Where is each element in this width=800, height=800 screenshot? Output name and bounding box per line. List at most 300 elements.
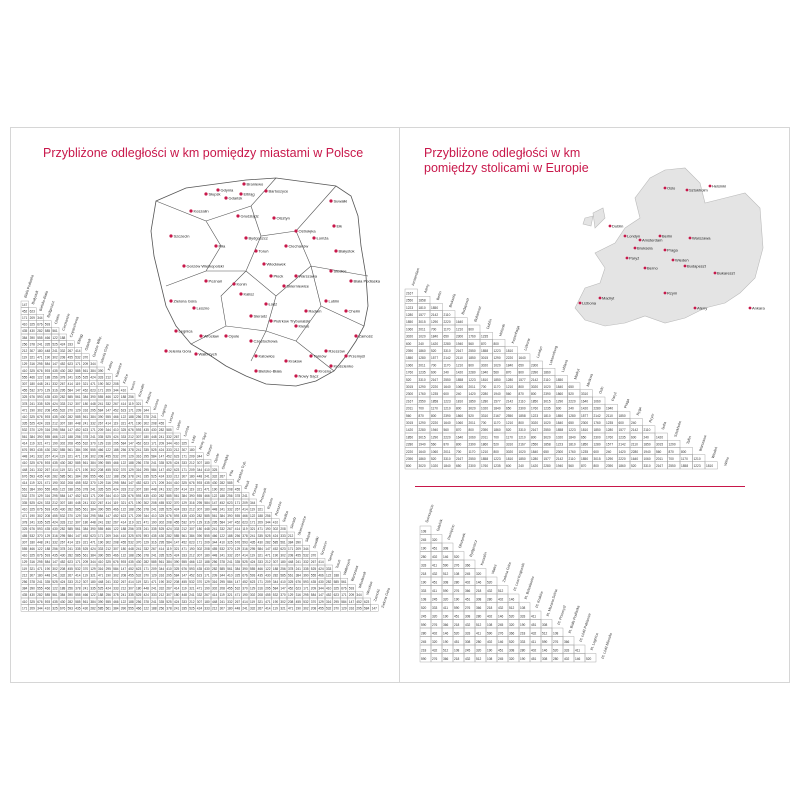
table-cell: 3020: [543, 435, 551, 440]
table-cell: 584: [272, 586, 279, 591]
table-cell: 241: [151, 553, 157, 558]
table-cell: 335: [143, 448, 149, 452]
table-cell: 448: [212, 553, 218, 558]
table-cell: 800: [493, 341, 499, 346]
table-cell: 208: [98, 467, 104, 472]
table-cell: 676: [37, 415, 43, 419]
table-cell: 344: [212, 540, 218, 545]
table-cell: 410: [204, 467, 210, 472]
table-row: [405, 289, 418, 296]
table-cell: 333: [44, 500, 51, 505]
table-cell: 245: [498, 657, 504, 662]
table-cell: 333: [421, 563, 427, 568]
table-cell: 532: [22, 428, 28, 433]
table-cell: 1020: [518, 449, 526, 454]
table-cell: 1290: [431, 320, 439, 325]
table-cell: 308: [465, 614, 471, 619]
table-header-label: Bruksela: [448, 293, 457, 308]
table-cell: 325: [22, 527, 28, 532]
table-cell: 452: [60, 362, 66, 367]
table-cell: 414: [75, 573, 81, 578]
table-cell: 466: [136, 606, 142, 611]
table-cell: 466: [82, 593, 89, 598]
table-row: [21, 308, 36, 315]
table-cell: 593: [44, 553, 51, 558]
table-cell: 410: [22, 415, 28, 419]
table-cell: 593: [303, 580, 309, 584]
table-cell: 129: [288, 593, 294, 598]
table-cell: 370: [227, 547, 233, 551]
table-cell: 390: [98, 507, 104, 512]
table-cell: 1420: [531, 464, 539, 469]
table-cell: 593: [120, 560, 127, 565]
table-cell: 2142: [431, 313, 439, 317]
table-cell: 212: [105, 375, 111, 380]
table-cell: 171: [341, 593, 347, 598]
poland-distances-title: Przybliżone odległości w km pomiędzy miastami w Polsce: [43, 146, 364, 160]
table-cell: 190: [242, 593, 248, 598]
table-cell: 452: [356, 599, 362, 604]
table-cell: 600: [593, 449, 599, 454]
table-cell: 555: [22, 547, 28, 551]
table-header-label: Legnica: [160, 403, 168, 418]
table-cell: 122: [60, 434, 66, 439]
table-cell: 2011: [406, 406, 413, 411]
table-cell: 295: [143, 454, 149, 459]
table-cell: 335: [151, 527, 157, 532]
table-cell: 471: [181, 547, 187, 551]
table-cell: 424: [90, 547, 96, 551]
table-cell: 1940: [431, 428, 439, 433]
table-cell: 455: [75, 441, 81, 446]
table-cell: 3015: [543, 399, 551, 404]
table-cell: 209: [257, 520, 263, 525]
city-label: Legnica: [178, 328, 193, 334]
table-cell: 370: [189, 520, 195, 525]
table-cell: 2011: [468, 385, 476, 389]
table-cell: 332: [37, 467, 43, 472]
city-label: Sieradz: [253, 313, 268, 319]
table-cell: 676: [37, 322, 43, 327]
table-cell: 561: [280, 540, 286, 545]
table-cell: 344: [303, 547, 309, 551]
table-cell: 1858: [418, 298, 426, 303]
table-cell: 590: [443, 563, 449, 568]
table-cell: 378: [143, 599, 149, 604]
table-cell: 1850: [556, 377, 564, 382]
table-cell: 212: [189, 553, 195, 558]
table-cell: 414: [22, 441, 28, 446]
table-cell: 471: [265, 553, 271, 558]
table-cell: 452: [113, 514, 119, 518]
table-cell: 555: [90, 448, 96, 452]
table-cell: 584: [44, 362, 51, 367]
city-label: Toruń: [258, 248, 269, 254]
table-cell: 1223: [568, 428, 576, 433]
table-cell: 410: [166, 566, 172, 571]
table-cell: 267: [174, 434, 180, 439]
table-header-label: Warszawa: [350, 565, 360, 583]
table-row: [420, 535, 442, 544]
table-cell: 378: [29, 580, 35, 584]
table-cell: 282: [265, 540, 271, 545]
table-cell: 241: [44, 540, 51, 545]
table-cell: 212: [120, 586, 127, 591]
table-row: [405, 311, 455, 318]
table-cell: 129: [234, 547, 241, 551]
table-cell: 623: [29, 309, 35, 314]
table-cell: 414: [158, 547, 165, 551]
table-cell: 623: [364, 599, 370, 604]
table-cell: 208: [113, 540, 119, 545]
table-cell: 448: [22, 454, 28, 459]
table-row: [21, 301, 29, 308]
table-row: [405, 318, 468, 325]
table-cell: 1858: [518, 413, 526, 418]
table-cell: 212: [67, 401, 73, 406]
table-cell: 332: [250, 606, 256, 611]
table-cell: 3020: [468, 406, 476, 411]
table-cell: 208: [67, 441, 73, 446]
table-cell: 295: [356, 606, 362, 611]
table-cell: 171: [204, 573, 210, 578]
table-cell: 1577: [418, 313, 426, 317]
table-cell: 332: [227, 507, 233, 512]
table-cell: 180: [82, 520, 89, 525]
table-header-label: Luksemburg: [548, 345, 559, 366]
table-cell: 1858: [481, 349, 489, 353]
table-cell: 455: [52, 408, 58, 413]
table-cell: 119: [22, 355, 28, 360]
table-cell: 1640: [443, 421, 451, 425]
table-row: [21, 360, 97, 367]
table-cell: 512: [498, 589, 504, 594]
table-cell: 435: [37, 474, 43, 479]
table-cell: 384: [90, 461, 96, 466]
table-cell: 623: [242, 520, 248, 525]
table-cell: 424: [105, 586, 111, 591]
capital-label: Amsterdam: [642, 237, 663, 243]
table-cell: 432: [487, 589, 493, 594]
table-row: [21, 400, 143, 407]
separator-line: [415, 486, 745, 487]
table-cell: 1810: [456, 399, 464, 404]
table-header-label: Toruń: [335, 559, 342, 569]
table-cell: 190: [82, 454, 89, 459]
table-cell: 108: [487, 657, 493, 662]
table-cell: 188: [257, 514, 263, 518]
table-cell: 623: [82, 428, 89, 433]
table-cell: 332: [113, 580, 119, 584]
table-cell: 335: [128, 593, 134, 598]
table-cell: 1840: [443, 464, 451, 469]
table-cell: 333: [67, 580, 73, 584]
table-cell: 623: [67, 362, 73, 367]
table-cell: 321: [257, 553, 263, 558]
table-cell: 600: [443, 392, 449, 397]
table-cell: 471: [257, 527, 263, 532]
table-cell: 119: [113, 421, 119, 426]
table-cell: 451: [454, 614, 460, 619]
table-cell: 122: [196, 560, 203, 565]
table-cell: 256: [128, 395, 134, 400]
table-cell: 122: [37, 375, 43, 380]
table-cell: 188: [128, 507, 134, 512]
table-cell: 241: [29, 454, 35, 459]
table-cell: 390: [189, 494, 195, 499]
table-cell: 384: [295, 573, 301, 578]
table-cell: 1860: [618, 464, 626, 469]
table-cell: 1020: [418, 334, 426, 339]
table-cell: 370: [136, 540, 142, 545]
table-cell: 410: [113, 428, 119, 433]
table-cell: 390: [242, 566, 248, 571]
table-cell: 561: [67, 448, 73, 452]
table-cell: 240: [568, 406, 574, 411]
table-cell: 333: [280, 533, 286, 538]
capital-marker: [609, 225, 612, 228]
city-marker: [334, 249, 337, 252]
table-cell: 1858: [543, 442, 551, 447]
table-cell: 2300: [556, 449, 564, 454]
table-cell: 525: [136, 593, 142, 598]
table-cell: 146: [476, 580, 482, 585]
table-cell: 241: [250, 533, 256, 538]
table-cell: 307: [75, 401, 81, 406]
table-row: [420, 586, 508, 595]
table-cell: 302: [280, 599, 286, 604]
table-cell: 316: [189, 500, 195, 505]
table-cell: 585: [75, 553, 81, 558]
table-cell: 190: [212, 487, 218, 492]
table-header-label: Wiedeń: [710, 446, 719, 460]
city-label: Zielona Góra: [173, 298, 197, 304]
table-row: [21, 446, 196, 453]
table-cell: 1290: [606, 457, 614, 461]
table-cell: 241: [143, 527, 149, 532]
table-cell: 410: [219, 540, 225, 545]
table-header-label: Piotrków Tryb.: [236, 460, 248, 484]
table-cell: 190: [265, 527, 271, 532]
table-cell: 870: [456, 428, 462, 433]
table-cell: 146: [498, 614, 504, 619]
table-cell: 1420: [581, 406, 589, 411]
table-cell: 1850: [406, 435, 414, 440]
table-cell: 585: [60, 448, 66, 452]
table-header-label: Ciechanów: [61, 313, 71, 332]
table-cell: 209: [29, 316, 35, 320]
city-label: Ciechanów: [288, 243, 309, 249]
table-cell: 370: [90, 441, 96, 446]
table-cell: 119: [75, 540, 81, 545]
table-header-label: Pl. Przemyśl: [556, 605, 567, 626]
table-cell: 209: [105, 533, 111, 538]
city-label: Ostrołęka: [298, 228, 316, 234]
table-cell: 800: [531, 392, 537, 397]
table-cell: 1223: [443, 399, 451, 404]
table-cell: 2142: [556, 457, 564, 461]
table-header-label: Ateny: [423, 283, 431, 294]
table-cell: 700: [431, 363, 437, 368]
table-cell: 593: [44, 599, 51, 604]
table-cell: 1020: [543, 385, 551, 389]
table-cell: 414: [67, 540, 73, 545]
table-header-label: Kopenhaga: [510, 325, 521, 344]
table-cell: 267: [44, 454, 51, 459]
table-cell: 390: [98, 599, 104, 604]
table-cell: 308: [509, 648, 515, 653]
table-cell: 390: [29, 335, 35, 340]
table-cell: 1577: [606, 442, 614, 447]
table-row: [405, 419, 643, 426]
table-cell: 424: [113, 434, 119, 439]
table-cell: 321: [257, 599, 263, 604]
table-cell: 302: [280, 553, 286, 558]
table-cell: 384: [75, 448, 81, 452]
table-cell: 321: [143, 580, 149, 584]
table-cell: 333: [174, 527, 180, 532]
city-label: Szczecin: [173, 233, 190, 239]
table-row: [405, 404, 618, 411]
table-cell: 316: [82, 514, 89, 518]
table-cell: 432: [432, 648, 438, 653]
table-cell: 676: [60, 606, 66, 611]
table-cell: 302: [113, 573, 119, 578]
table-cell: 455: [105, 467, 111, 472]
table-cell: 171: [90, 428, 96, 433]
table-cell: 560: [406, 413, 412, 418]
table-cell: 390: [82, 474, 89, 479]
table-cell: 302: [105, 540, 111, 545]
table-cell: 435: [22, 329, 28, 334]
table-header-label: Nowy Sącz: [198, 431, 208, 451]
table-cell: 430: [44, 474, 51, 479]
table-cell: 424: [250, 560, 256, 565]
table-cell: 402: [432, 555, 438, 560]
table-cell: 267: [234, 553, 241, 558]
table-cell: 316: [212, 580, 218, 584]
table-cell: 455: [158, 500, 165, 505]
table-cell: 122: [113, 527, 119, 532]
table-cell: 2390: [606, 464, 614, 469]
table-cell: 471: [75, 467, 81, 472]
table-cell: 452: [82, 388, 89, 393]
table-cell: 555: [234, 514, 241, 518]
table-cell: 584: [166, 540, 172, 545]
table-cell: 208: [288, 599, 294, 604]
table-cell: 1420: [656, 435, 664, 440]
city-label: Włocławek: [266, 261, 286, 267]
table-cell: 390: [37, 487, 43, 492]
table-cell: 1840: [568, 435, 576, 440]
table-cell: 321: [120, 500, 127, 505]
table-header-label: Elbląg: [76, 333, 84, 345]
table-cell: 532: [29, 388, 35, 393]
table-row: [21, 558, 325, 565]
table-cell: 180: [204, 461, 210, 466]
table-cell: 241: [151, 599, 157, 604]
left-page: [10, 127, 400, 683]
table-header-label: Wrocław: [365, 581, 374, 596]
table-cell: 370: [174, 500, 180, 505]
table-row: [21, 374, 112, 381]
table-cell: 1810: [418, 305, 426, 310]
table-cell: 241: [295, 566, 301, 571]
table-cell: 1940: [643, 449, 651, 454]
table-cell: 122: [250, 514, 256, 518]
table-cell: 190: [189, 547, 195, 551]
table-cell: 333: [60, 401, 66, 406]
table-cell: 870: [506, 370, 512, 375]
table-cell: 432: [531, 631, 537, 636]
table-cell: 471: [44, 441, 51, 446]
table-cell: 2280: [418, 428, 426, 433]
table-cell: 332: [196, 593, 203, 598]
table-cell: 282: [52, 448, 58, 452]
table-cell: 593: [136, 494, 142, 499]
table-cell: 584: [60, 428, 66, 433]
table-cell: 119: [22, 566, 28, 571]
table-row: [420, 560, 475, 569]
table-cell: 332: [37, 454, 43, 459]
table-cell: 414: [265, 606, 271, 611]
table-cell: 122: [212, 494, 218, 499]
table-cell: 520: [631, 464, 637, 469]
table-cell: 1223: [468, 377, 476, 382]
table-cell: 366: [443, 623, 449, 628]
table-cell: 584: [98, 514, 104, 518]
table-cell: 245: [421, 614, 427, 619]
table-cell: 532: [75, 355, 81, 360]
table-cell: 1760: [531, 406, 539, 411]
table-cell: 455: [22, 388, 28, 393]
table-cell: 1640: [456, 320, 464, 325]
table-cell: 295: [60, 388, 66, 393]
table-cell: 325: [234, 573, 241, 578]
capital-label: Berlin: [662, 233, 673, 239]
table-cell: 335: [98, 487, 104, 492]
table-cell: 325: [120, 428, 127, 433]
table-cell: 302: [37, 408, 43, 413]
table-cell: 410: [272, 520, 279, 525]
table-cell: 555: [128, 606, 134, 611]
table-cell: 335: [75, 375, 81, 380]
table-cell: 208: [257, 593, 263, 598]
table-cell: 208: [113, 382, 119, 386]
table-cell: 676: [37, 368, 43, 373]
table-cell: 180: [29, 540, 35, 545]
table-cell: 430: [52, 395, 58, 400]
table-cell: 378: [166, 606, 172, 611]
table-cell: 325: [29, 322, 35, 327]
table-cell: 316: [348, 606, 355, 611]
table-cell: 1235: [606, 421, 614, 425]
table-cell: 119: [250, 599, 256, 604]
table-cell: 593: [44, 507, 51, 512]
table-cell: 335: [257, 533, 263, 538]
table-cell: 307: [196, 507, 203, 512]
table-cell: 378: [234, 494, 241, 499]
table-cell: 218: [421, 648, 427, 653]
city-label: Elbląg: [243, 191, 255, 197]
table-cell: 122: [120, 599, 127, 604]
table-cell: 555: [90, 474, 96, 479]
table-cell: 241: [105, 580, 111, 584]
table-cell: 3020: [531, 385, 539, 389]
table-cell: 800: [518, 370, 524, 375]
capital-label: Ankara: [752, 305, 765, 311]
table-cell: 584: [310, 593, 317, 598]
